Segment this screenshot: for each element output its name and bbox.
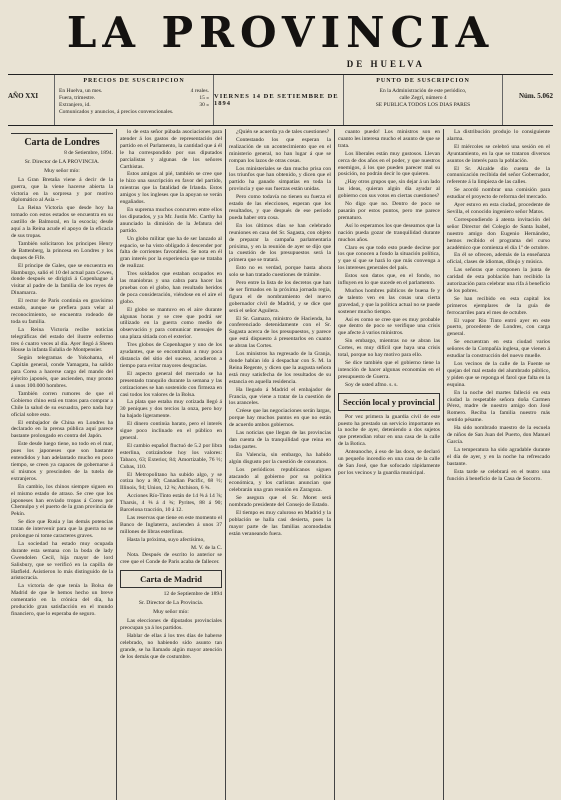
price-value: 4 reales. (190, 88, 209, 94)
paragraph: Soy de usted afmo. s. s. (345, 381, 398, 388)
paragraph: Tres globos de Copenhague y uno de los ayudantes, que se encontraban a muy poca distancia del sitio del suceso, acudieron a tiempo para evitar mayores desgracias. (120, 342, 222, 369)
price-row (59, 102, 209, 109)
paragraph: No digo que no. Dentro de poco se pasarán por estos puntos, pero me parece prematuro. (338, 201, 440, 221)
paragraph: Se encuentran en esta ciudad varios señores de la Compañía inglesa, que vienen á estudiar la construcción del nuevo muelle. (447, 339, 550, 360)
paragraph: Las elecciones de diputados provinciales preocupan ya á los partidos. (120, 618, 222, 631)
subscription-line: SE PUBLICA TODOS LOS DIAS PARES (375, 102, 471, 108)
paragraph: Los vecinos de la calle de la Fuente se quejan del mal estado del alumbrado público, y piden que se reponga el farol que falta en la esquina. (447, 361, 550, 388)
article-note: Nota. Después de escrito lo anterior se cree que el Conde de Paris acaba de fallecer. (120, 552, 222, 566)
paragraph: Se acordó nombrar una comisión para estudiar el proyecto de reforma del mercado. (447, 187, 550, 201)
paragraph: Se dice también que el gobierno tiene la intención de hacer algunas economías en el presupuesto de Guerra. (338, 360, 440, 380)
year-label: AÑO XXI (8, 92, 39, 100)
paragraph: La Gran Bretaña viene á decir de la guerra, que la viene hacerse abierta la victoria en la sorpresa y por motivo diplomático al Asia ~ (11, 176, 113, 204)
paragraph: Las reservas que tiene en este momento el Banco de Inglaterra, ascienden á unos 37 millones de libras esterlinas. (120, 514, 222, 535)
paragraph: ¿Quién se acuerda ya de tales cuestiones? (236, 129, 330, 135)
price-value: 30 » (199, 102, 209, 108)
paragraph: Estos son datos que, en el fondo, no influyen en lo que sucede en el parlamento. (338, 273, 440, 287)
paragraph: La distribución produjo lo consiguiente alarma. (447, 129, 550, 142)
paragraph: La sociedad ha estado muy ocupada durante esta semana con la boda de lady Gwendolen Cecil, hija mayor de lord Salisbury, que se verificó en la capilla de Hatfield. Asistieron lo más distinguido de la aristocracia. (11, 540, 113, 582)
column-5 (444, 129, 553, 800)
paragraph: Hasta la próxima, suyo afectísimo, (127, 536, 205, 543)
paragraph: En los últimos días se han celebrado reuniones en casa del Sr. Sagasta, con objeto de preparar la campaña parlamentaria próxima, y en la reunión de ayer se dijo que la cuestión de los presupuestos será la primera que se tratará. (229, 222, 331, 264)
paragraph: Anteanoche, á eso de las doce, se declaró un pequeño incendio en una casa de la calle de San José, que fue sofocado rápidamente por los vecinos y la guardia municipal. (338, 449, 440, 476)
paragraph: El tiempo es muy caluroso en Madrid y la población se halla casi desierta, pues la mayor parte de las familias acomodadas están veraneando fuera. (229, 510, 331, 537)
paragraph-list (229, 129, 331, 538)
paragraph: En cambio, los chinos siempre siguen en el mismo estado de atraso. Se cree que los japoneses han enviado tropas á Corea por Chemulpo y el puerto de la gran provincia de Pekín. (11, 483, 113, 518)
paragraph-list (120, 129, 222, 544)
paragraph: El vapor Rio Tinto entró ayer en este puerto, procedente de Londres, con carga general. (447, 317, 550, 338)
paragraph: Ha llegado á Madrid el embajador de Francia, que viene a tratar de la cuestión de los aranceles. (229, 386, 331, 407)
paragraph: El Sr. Alcalde dio cuenta de la comunicación recibida del señor Gobernador, referente á la limpieza de las calles. (447, 165, 550, 186)
paragraph: El Sr. Gamazo, ministro de Hacienda, ha conferenciado detenidamente con el Sr. Sagasta acerca de los presupuestos, y parece que está dispuesto á presentarlos en cuanto se abran las Cortes. (229, 315, 331, 350)
column-4 (335, 129, 444, 800)
price-label: Comunicados y anuncios, á precios convencionales. (59, 109, 174, 115)
paragraph-list (338, 129, 440, 389)
masthead (8, 10, 553, 74)
paragraph: Muchos hombres públicos de buena fe y de talento ven en las cosas una cierta gravedad, y que la política actual no se puede sostener mucho tiempo. (338, 287, 440, 315)
column-2 (117, 129, 226, 800)
info-bar (8, 75, 553, 126)
paragraph-list (447, 129, 550, 482)
paragraph: En la noche del martes falleció en esta ciudad la respetable señora doña Carmen Pérez, madre de nuestro amigo don José Romero. Reciba la familia nuestro más sentido pésame. (447, 389, 550, 424)
paragraph: Por vez primera la guardia civil de este puesto ha prestado un servicio importante en la noche de ayer, deteniendo a dos sujetos que pretendían robar en una casa de la calle de la Botica. (338, 413, 440, 448)
article-salutation: Sr. Director de La Provincia. (138, 600, 204, 607)
issue-number: Núm. 5.062 (518, 92, 553, 100)
paragraph: La Reina Victoria recibe noticias telegráficas del estado del ilustre enfermo tres ó cuatro veces al día. Ayer llegó á Sheen House la infanta Eulalia de Montpensier. (11, 326, 113, 354)
paragraph: Esta tarde se celebrará en el teatro una función á beneficio de la Casa de Socorro. (447, 468, 550, 482)
masthead-subtitle: DE HUELVA (346, 59, 425, 69)
paragraph: El rector de París continúa en gravísimo estado, aunque se prefiera para velar al reconocimiento, se encuentra rodeado de toda su familia. (11, 298, 113, 325)
subscription-title: PUNTO DE SUSCRIPCION (376, 78, 470, 84)
paragraph-list (120, 618, 222, 660)
price-label: Extranjero, id. (59, 102, 91, 108)
paragraph-list (338, 414, 440, 477)
paragraph: Esto no es verdad, porque hasta ahora solo se han tratado cuestiones de trámite. (229, 265, 331, 279)
paragraph: Este desde luego tiene, no todo en el mar, pues los japoneses que son bastante entendidos y han adelantado mucho en poco tiempo, se creen ya capaces de gobernarse á sí mismos y prescinden de la tutela de extranjeros. (11, 441, 113, 482)
article-heading-london: Carta de Londres (11, 133, 113, 148)
column-1 (8, 129, 117, 800)
paragraph: Contestando los que esperan la realización de un acontecimiento que en el ministerio general, no han lugar á que se rompan los lazos de otras cosas. (229, 136, 331, 164)
paragraph-list (11, 177, 113, 618)
paragraph: El Metropolitano ha subido algo, y se cotiza hoy a 80; Canadian Pacific, 68 ½; Illinois, 94; Union, 12 ¾; Atchison, 6 ¾. (120, 471, 222, 492)
paragraph: En él se ofrecen, además de la enseñanza oficial, clases de idiomas, dibujo y música. (447, 252, 550, 266)
paragraph: Así lo esperamos los que deseamos que la nación pueda gozar de tranquilidad durante muchos años. (338, 222, 440, 243)
price-value: 15 » (199, 95, 209, 101)
columns (8, 129, 553, 800)
paragraph: Los ministros ha regresado de la Granja, donde habían ido á despachar con S. M. la Reina Regente, y dicen que la augusta señora está muy satisfecha de los resultados de su estancia en aquella residencia. (229, 351, 331, 385)
paragraph: Sin embargo, mientras no se abran las Cortes, es muy difícil que haya una crisis total, porque no hay motivo para ello. (338, 338, 440, 359)
article-heading-madrid: Carta de Madrid (120, 570, 222, 588)
price-row (59, 88, 209, 95)
paragraph: Tres soldados que estaban ocupados en las maniobras y una cabra para hacer las pruebas con el globo, han resultado heridos de poca consideración, viéndose en el aire el globo. (120, 271, 222, 305)
paragraph: Estos amigos al pié, también se cree que le hizo una suscripción en favor del partido, mientras que la fatalidad de Irlanda. Estos amigos y los ingleses que la apoyan se verán engañados. (120, 171, 222, 206)
prices-box (54, 75, 214, 125)
paragraph: Correspondiendo á atenta invitación del señor Director del Colegio de Santa Isabel, nuestro amigo don Eugenio Hernández, hemos recibido el programa del curso académico que comienza el día 1º de octubre. (447, 216, 550, 251)
paragraph: El embajador de China en Londres ha declarado en la prensa pública aquí parece bastante prolongado en contra del Japón. (11, 419, 113, 440)
paragraph: Pero como todavía no tienen su fuerza el estado de las elecciones, esperan que los resultados, y que después de ese período pueda haber otra cosa. (229, 194, 331, 221)
subscription-box (343, 75, 503, 125)
paragraph: Las señoras que componen la junta de caridad de esta población han recibido la autorización para celebrar una rifa á beneficio de los pobres. (447, 267, 550, 294)
article-salutation: Muy señor mío: (44, 167, 80, 174)
paragraph: La victoria de que tenía la Bolsa de Madrid de que le hemos hecho un breve comentario en la crónica del día, ha producido gran satisfacción en el mundo financiero, que lo esperaba de seguro. (11, 583, 113, 617)
paragraph: Según telegramas de Yokohama, el Capitán general, conde Yamagata, ha salido para Corea a hacerse cargo del mando del ejército japonés, que ascienden, muy pronto á unos 100.000 hombres. (11, 355, 113, 389)
price-row (59, 109, 209, 116)
price-label: En Huelva, un mes. (59, 88, 103, 94)
article-signature: M. V. de la C. (190, 544, 222, 551)
paragraph: Ayer estuvo en esta ciudad, procedente de Sevilla, el conocido ingeniero señor Matos. (447, 202, 550, 215)
paragraph: Ha sido nombrado maestro de la escuela de niños de San Juan del Puerto, don Manuel García. (447, 425, 550, 445)
paragraph: El globo se mantuvo en el aire durante algunas horas y se cree que podrá ser utilizado en la guerra como medio de observación y para comunicar mensajes de una plaza sitiada con el exterior. (120, 306, 222, 341)
article-salutation: Muy señor mío: (153, 609, 189, 616)
paragraph: El cambio español fluctuó de 5.2 por libra esterlina, cotizándose hoy los valores: Tabaco, 63; Exterior, 84; Amortizable, 76 ½; Cubas, 110. (120, 442, 222, 470)
paragraph: ¿Hay otros grupos que, sin dejar á un lado las ideas, quieran algún día ayudar al gobierno con sus votos en ciertas cuestiones? (338, 179, 440, 200)
subscription-line: calle Zegrí, número 4 (399, 95, 447, 101)
paragraph: El miércoles se celebró una sesión en el Ayuntamiento, en la que se trataron diversos asuntos de interés para la población. (447, 143, 550, 164)
paragraph: El príncipe de Gales, que se encuentra en Hamburgo, salió el 10 del actual para Cowes, donde después se dirigirá á Copenhague á visitar al padre de la familia de los reyes de Dinamarca. (11, 262, 113, 297)
issue-date: VIERNES 14 DE SETIEMBRE DE 1894 (214, 93, 339, 107)
paragraph: Se han recibido en esta capital los primeros ejemplares de la guía de ferrocarriles para el mes de octubre. (447, 295, 550, 316)
paragraph: cuanto puedo! Los ministros son en cuanto les interesa mucho el asunto de que se trata. (338, 129, 440, 149)
masthead-title: LA PROVINCIA (66, 8, 495, 57)
paragraph: En Valencia, sin embargo, ha habido algún disgusto por la cuestión de consumos. (229, 451, 331, 465)
paragraph: Hablar de ellas á los tres días de haberse celebrado, no habiendo sido asunto tan grande, se ha llamado algún mayor atención de los demás que de costumbre. (120, 632, 222, 660)
paragraph: Se dice que Rusia y las demás potencias tratan de intervenir para que la guerra no se prolongue ni tome caracteres graves. (11, 519, 113, 540)
prices-title: PRECIOS DE SUSCRIPCION (83, 78, 185, 84)
paragraph: También corren rumores de que el Gobierno chino está en tratos para comprar a Chile la salud de su escuadra, pero nada hay oficial sobre esto. (11, 390, 113, 418)
paragraph: Los periódicos republicanos siguen atacando al gobierno por su política económica, y los carlistas anuncian que celebrarán una gran reunión en Zaragoza. (229, 466, 331, 494)
paragraph: Los liberales están muy gustosos. Llevan cerca de dos años en el poder, y que nuestros enemigos, á los que pueden parecer mal su posición, no podrán decir lo que quieren. (338, 150, 440, 178)
paragraph: Claro es que todo esto puede decirse por los que conocen a fondo la situación política, y que sí que se hará lo que más convenga a los intereses generales del país. (338, 244, 440, 272)
paragraph: El dinero continúa barato, pero el interés sigue poco inclinado en el público en general. (120, 421, 222, 441)
paragraph: Créese que las negociaciones serán largas, porque hay muchos puntos en que no están de acuerdo ambos gobiernos. (229, 408, 331, 429)
paragraph: Las noticias que llegan de las provincias dan cuenta de la tranquilidad que reina en todas partes. (229, 430, 331, 450)
paragraph: También solicitaron los príncipes Henry de Battenberg, la princesa en Londres y los duques de Fife. (11, 240, 113, 261)
paragraph: La plata que estaba muy cotizada llegó á 30 peniques y dos tercios la onza, pero hoy ha bajado ligeramente. (120, 399, 222, 420)
paragraph: La temperatura ha sido agradable durante el día de ayer, y en la noche ha refrescado bastante. (447, 446, 550, 467)
article-salutation: Sr. Director de LA PROVINCIA. (24, 158, 100, 165)
article-dateline: 12 de Septiembre de 1894 (163, 591, 222, 598)
paragraph: Acciones Río-Tinto están de 14 ⅝ á 14 ⅞; Tharsis, 4 ⅝ á 4 ¾; Pyrites, 88 á 90; Barcelona tracción, 10 á 12. (120, 493, 222, 514)
price-label: Fuera, trimestre. (59, 95, 96, 101)
paragraph: El aspecto general del mercado se ha presentado tranquilo durante la semana y las cotizaciones se han sostenido con firmeza en casi todos los valores de la Bolsa. (120, 370, 222, 398)
paragraph: lo de esta señor púbada asociaciones para atender á los gastos de representación del partido en el Parlamento, la cantidad que á él le ha correspondido por sus diputados parcialistas y algunas de los señores Carthistas. (120, 129, 222, 170)
article-dateline: 8 de Setiembre, 1894. (64, 150, 113, 156)
paragraph: Se asegura que el Sr. Moret será nombrado presidente del Consejo de Estado. (229, 495, 331, 509)
paragraph: Un globo militar que ha de ser lanzado al espacio, se ha visto obligado á descender por falta de corrientes favorables. Se nota en él gran interés por la experiencia que se trataba de realizar. (120, 235, 222, 270)
column-3 (226, 129, 335, 800)
paragraph: Así es como se cree que es muy probable que dentro de poco se verifique una crisis que afecte á varios ministros. (338, 316, 440, 337)
paragraph: Pero entre la lista de los decretos que han de ser firmados en la próxima jornada regia, figura el de nombramiento del nuevo gobernador civil de Madrid, y se dice que será el señor Aguilera. (229, 280, 331, 314)
price-row (59, 95, 209, 102)
article-heading-local: Sección local y provincial (338, 393, 440, 411)
subscription-line: En la Administración de este periódico, (379, 88, 467, 94)
paragraph: La Reina Victoria que desde hoy ha tomado con estos estados se encuentra en su castillo de Balmoral, en la escocia; desde aquí a la Reina acude el apoyo de la eficacia de sus tropas. (11, 205, 113, 239)
paragraph: En suprema muchos concurren entre ellos los diputados, y ya Mr. Justin Mc. Carthy ha anunciado la dimisión de la Jefatura del partido. (120, 206, 222, 234)
paragraph: Los ministeriales se dan mucho prisa con los triunfos que han obtenido, y dicen que el partido ha ganado simpatías en toda la provincia y que sus fuerzas están unidas. (229, 165, 331, 193)
